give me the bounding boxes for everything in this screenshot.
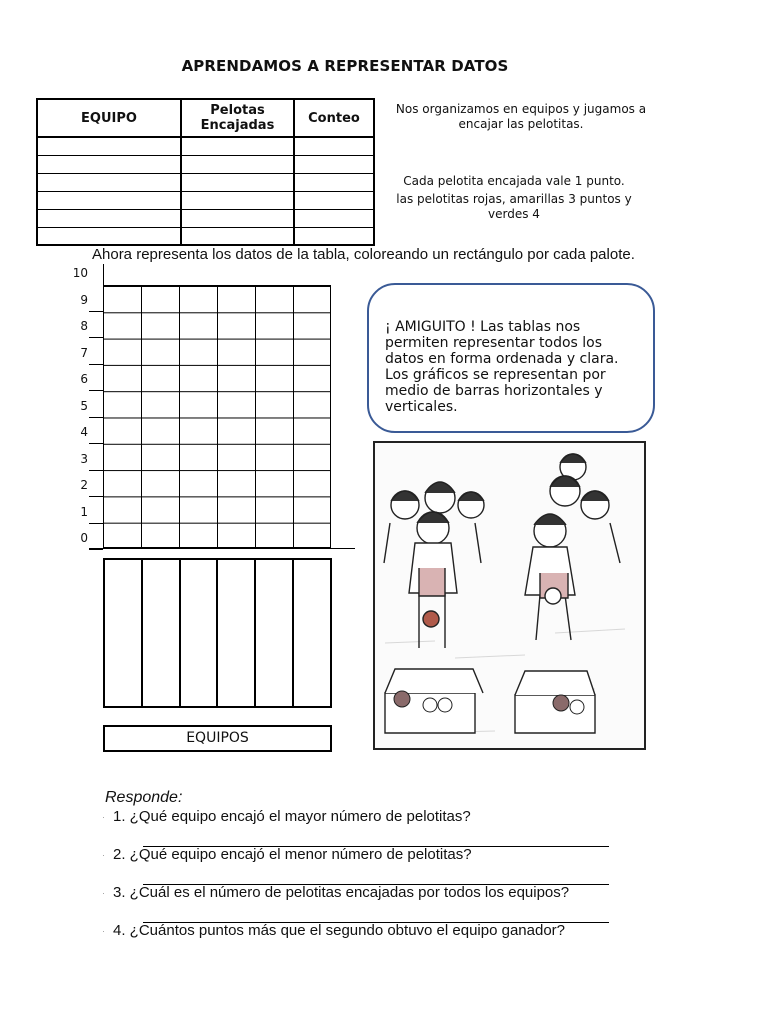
y-tick-mark bbox=[89, 443, 103, 444]
table-cell[interactable] bbox=[294, 227, 374, 245]
y-tick-label: 8 bbox=[80, 319, 88, 333]
y-tick-mark bbox=[89, 337, 103, 338]
table-cell[interactable] bbox=[181, 209, 294, 227]
y-tick-mark bbox=[89, 390, 103, 391]
y-tick-label: 7 bbox=[80, 345, 88, 360]
team-column[interactable] bbox=[256, 560, 294, 706]
table-row bbox=[37, 209, 374, 227]
y-tick-mark bbox=[89, 417, 103, 418]
team-column[interactable] bbox=[218, 560, 256, 706]
y-tick-mark bbox=[89, 496, 103, 497]
table-row bbox=[37, 227, 374, 245]
amiguito-note: ¡ AMIGUITO ! Las tablas nos permiten representar todos los datos en forma ordenada y clara. Los gráficos se representan por medio de barras horizontales y verticales. bbox=[367, 283, 655, 433]
table-row bbox=[37, 137, 374, 155]
y-tick-label: 4 bbox=[80, 425, 88, 439]
bullet-icon: · bbox=[102, 888, 105, 899]
header-conteo: Conteo bbox=[294, 99, 374, 137]
table-row bbox=[37, 191, 374, 209]
team-column[interactable] bbox=[294, 560, 330, 706]
table-cell[interactable] bbox=[294, 155, 374, 173]
instruction-text: Ahora representa los datos de la tabla, coloreando un rectángulo por cada palote. bbox=[92, 246, 635, 263]
y-tick-mark bbox=[89, 364, 103, 365]
table-cell[interactable] bbox=[37, 209, 181, 227]
bullet-icon: · bbox=[102, 850, 105, 861]
info-text-2: Cada pelotita encajada vale 1 punto. las pelotitas rojas, amarillas 3 puntos y verdes 4 bbox=[396, 174, 632, 221]
y-tick-label: 0 bbox=[80, 531, 88, 545]
y-tick-label: 6 bbox=[80, 372, 88, 386]
y-tick-label: 1 bbox=[80, 504, 88, 519]
team-name-columns[interactable] bbox=[103, 558, 332, 708]
question-3: · 3. ¿Cuál es el número de pelotitas encajadas por todos los equipos? bbox=[102, 884, 570, 901]
table-cell[interactable] bbox=[37, 191, 181, 209]
team-column[interactable] bbox=[143, 560, 181, 706]
y-tick-label: 9 bbox=[80, 292, 88, 307]
table-cell[interactable] bbox=[294, 137, 374, 155]
y-tick-mark bbox=[89, 523, 103, 524]
table-cell[interactable] bbox=[181, 227, 294, 245]
header-pelotas: Pelotas Encajadas bbox=[181, 99, 294, 137]
responde-heading: Responde: bbox=[105, 789, 183, 806]
question-2: · 2. ¿Qué equipo encajó el menor número de pelotitas? bbox=[102, 846, 472, 863]
table-cell[interactable] bbox=[181, 155, 294, 173]
team-column[interactable] bbox=[105, 560, 143, 706]
bar-chart-grid[interactable] bbox=[103, 285, 331, 548]
header-equipo: EQUIPO bbox=[37, 99, 181, 137]
x-axis-line bbox=[89, 548, 355, 549]
page-title: APRENDAMOS A REPRESENTAR DATOS bbox=[181, 57, 509, 75]
table-cell[interactable] bbox=[181, 173, 294, 191]
data-table bbox=[36, 98, 375, 246]
table-row bbox=[37, 155, 374, 173]
table-cell[interactable] bbox=[181, 191, 294, 209]
y-tick-label: 3 bbox=[80, 451, 88, 466]
question-4: · 4. ¿Cuántos puntos más que el segundo obtuvo el equipo ganador? bbox=[102, 922, 565, 939]
team-column[interactable] bbox=[181, 560, 219, 706]
table-cell[interactable] bbox=[294, 173, 374, 191]
bullet-icon: · bbox=[102, 812, 105, 823]
table-cell[interactable] bbox=[294, 209, 374, 227]
info-text-1: Nos organizamos en equipos y jugamos a encajar las pelotitas. bbox=[395, 102, 647, 131]
table-cell[interactable] bbox=[37, 173, 181, 191]
question-1: · 1. ¿Qué equipo encajó el mayor número de pelotitas? bbox=[102, 808, 471, 825]
y-tick-label: 5 bbox=[80, 398, 88, 413]
y-tick-label: 10 bbox=[72, 266, 88, 280]
table-cell[interactable] bbox=[37, 137, 181, 155]
table-cell[interactable] bbox=[37, 227, 181, 245]
y-tick-mark bbox=[89, 470, 103, 471]
x-axis-label: EQUIPOS bbox=[103, 725, 332, 752]
y-tick-mark bbox=[89, 311, 103, 312]
y-tick-label: 2 bbox=[80, 478, 88, 492]
bullet-icon: · bbox=[102, 926, 105, 937]
y-tick-mark bbox=[89, 549, 103, 550]
table-row bbox=[37, 173, 374, 191]
table-cell[interactable] bbox=[37, 155, 181, 173]
children-playing-illustration bbox=[373, 441, 646, 750]
table-cell[interactable] bbox=[181, 137, 294, 155]
children-illustration-svg bbox=[375, 443, 646, 750]
table-cell[interactable] bbox=[294, 191, 374, 209]
